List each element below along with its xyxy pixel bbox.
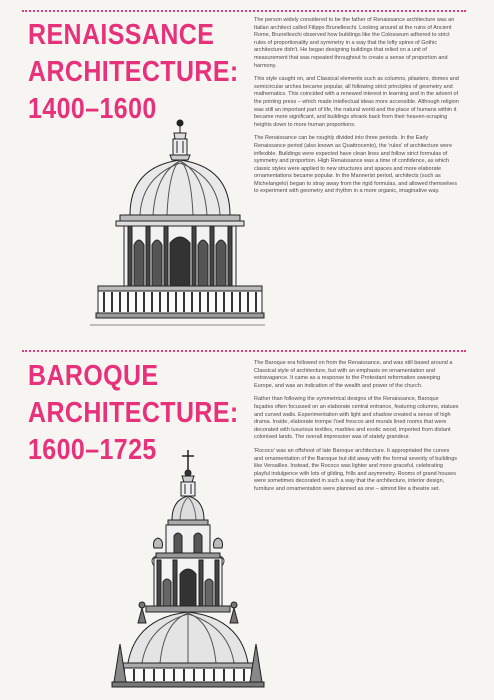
renaissance-text xyxy=(254,17,459,202)
top-divider xyxy=(22,10,466,12)
middle-divider xyxy=(22,350,466,352)
baroque-text xyxy=(254,360,459,500)
baroque-paragraph-1: The Baroque era followed on from the Renaissance, and was still based around a Classical style of architecture, but with an emphasis on ornamentation and extravagance. It came as a response to the Protestant reformation sweeping Europe, and was an indication of the wealth and power of the church. xyxy=(254,360,453,389)
renaissance-paragraph-2: This style caught on, and Classical elements such as columns, pilasters, domes and semicircular arches became popular, all following strict principles of geometry and mathematics. This coincided with a renewed interest in learning and in the advent of the printing press – which made intellectual ideas more accessible. Although religion was still an important part of life, the natural world and the place of humans within it became more significant, and buildings shrank back from their heaven-scraping heights down to more human proportions. xyxy=(254,76,459,128)
baroque-tower-illustration xyxy=(108,448,268,693)
renaissance-paragraph-1: The person widely considered to be the father of Renaissance architecture was an Italian architect called Filippo Brunelleschi. Looking around at the ruins of Ancient Rome, Brunelleschi observed how buildings like the Colosseum adhered to strict rules of proportionality and symmetry in a way that the lofty spires of Gothic architecture didn't. He began designing buildings that relied on a unit of measurement that was repeated throughout to create a sense of proportion and harmony. xyxy=(254,17,455,69)
renaissance-paragraph-3: The Renaissance can be roughly divided into three periods. In the Early Renaissance period (also known as Quattrocento), the 'rules' of architecture were inflexible. Buildings were expected have clean lines and follow strict formulas of symmetry and proportion. High Renaissance was a time of confidence, as which classic styles were applied to new structures and spaces and more elaborate ornamentations became popular. In the Mannerist period, architects (such as Michelangelo) began to stray away from the rigid formulas, and allowed themselves to experiment with geometry and rhythm in a more organic, imaginative way. xyxy=(254,135,457,195)
baroque-paragraph-2: Rather than following the symmetrical designs of the Renaissance, Baroque façades often focussed on an elaborate central entrance, featuring columns, statues and curved walls. Experimentation with light and shadow created a sense of high drama. Inside, elaborate trompe l'oeil frescos and murals lined rooms that were decorated with luxurious textiles, marbles and exotic wood, imported from distant colonised lands. The overall impression was of stately grandeur. xyxy=(254,396,459,441)
baroque-paragraph-3: 'Rococo' was an offshoot of late Baroque architecture. It appropriated the curves and ornamentation of the Baroque but did away with the formal severity of buildings like Versailles. Instead, the Rococo was lighter and more graceful, celebrating playful indulgence with lots of gilding, frills and asymmetry. Rooms of grand houses were sometimes decorated in such a way that the architecture, interior design, furniture and ornamentation were planned as one – almost like a theatre set. xyxy=(254,447,458,492)
baroque-title: BAROQUE ARCHITECTURE: 1600–1725 xyxy=(28,360,239,466)
renaissance-dome-illustration xyxy=(90,115,270,335)
renaissance-title: RENAISSANCE ARCHITECTURE: 1400–1600 xyxy=(28,19,239,125)
